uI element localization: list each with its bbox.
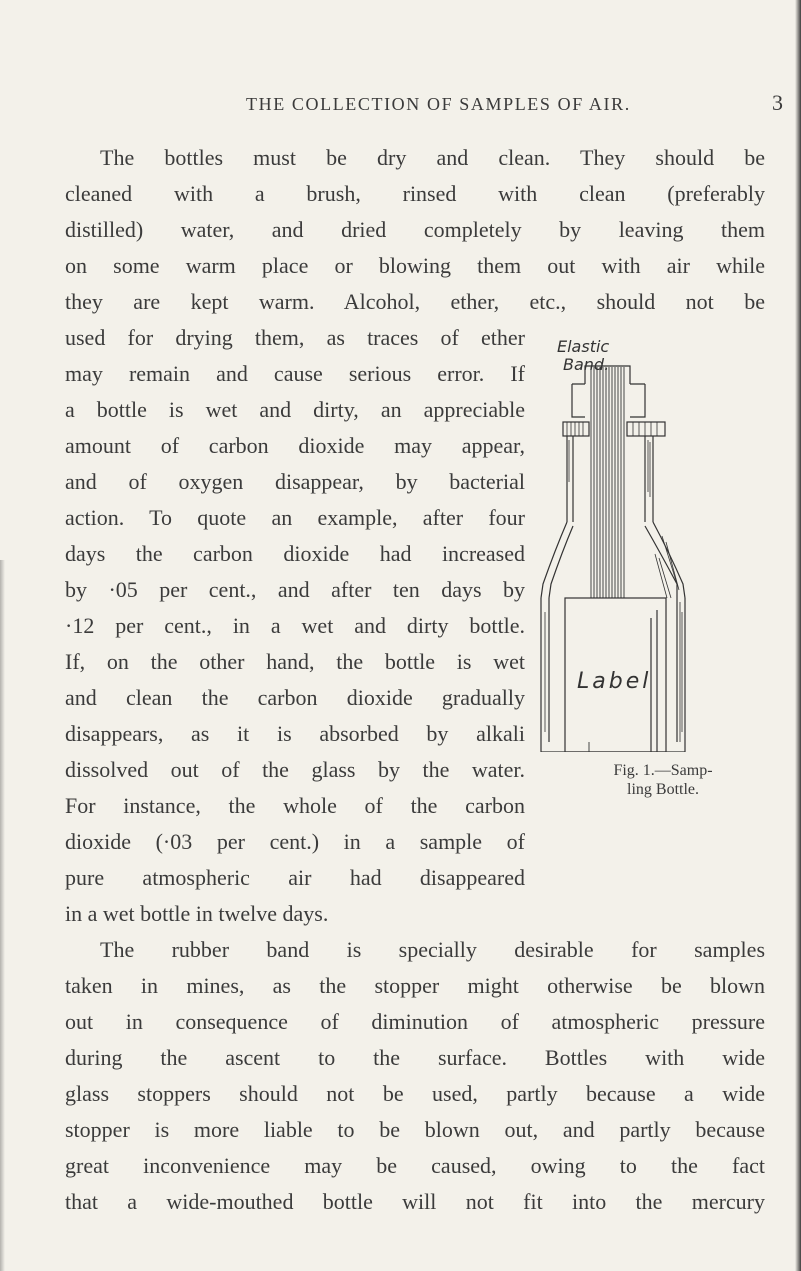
text-line: great inconvenience may be caused, owing to the fact — [65, 1153, 765, 1178]
text-line: The bottles must be dry and clean. They should be — [100, 145, 765, 170]
text-line: out in consequence of diminution of atmospheric pressure — [65, 1009, 765, 1034]
text-line: on some warm place or blowing them out with air while — [65, 253, 765, 278]
text-line: dissolved out of the glass by the water. — [65, 757, 525, 782]
running-head — [0, 90, 801, 124]
text-line: in a wet bottle in twelve days. — [65, 901, 329, 926]
text-line: If, on the other hand, the bottle is wet — [65, 649, 525, 674]
stopper-hatching — [591, 367, 624, 598]
figure-label-body: Label — [577, 669, 652, 694]
text-line: cleaned with a brush, rinsed with clean (preferably — [65, 181, 765, 206]
text-line: amount of carbon dioxide may appear, — [65, 433, 525, 458]
text-line: disappears, as it is absorbed by alkali — [65, 721, 525, 746]
bottle-drawing — [541, 366, 685, 752]
text-line: they are kept warm. Alcohol, ether, etc., should not be — [65, 289, 765, 314]
sampling-bottle-figure — [527, 322, 763, 752]
text-line: For instance, the whole of the carbon — [65, 793, 525, 818]
text-line: action. To quote an example, after four — [65, 505, 525, 530]
text-line: a bottle is wet and dirty, an appreciable — [65, 397, 525, 422]
text-line: and of oxygen disappear, by bacterial — [65, 469, 525, 494]
text-line: ·12 per cent., in a wet and dirty bottle. — [65, 613, 525, 638]
text-line: and clean the carbon dioxide gradually — [65, 685, 525, 710]
figure-label-band: Band. — [563, 355, 610, 374]
text-line: by ·05 per cent., and after ten days by — [65, 577, 525, 602]
page-edge-shadow-right — [795, 0, 801, 1271]
text-line: used for drying them, as traces of ether — [65, 325, 525, 350]
figure-caption-line: ling Bottle. — [627, 781, 699, 798]
text-line: stopper is more liable to be blown out, and partly because — [65, 1117, 765, 1142]
text-line: that a wide-mouthed bottle will not fit into the mercury — [65, 1189, 765, 1214]
text-line: may remain and cause serious error. If — [65, 361, 525, 386]
page-number: 3 — [772, 90, 783, 115]
text-line: distilled) water, and dried completely by leaving them — [65, 217, 765, 242]
text-line: The rubber band is specially desirable for samples — [100, 937, 765, 962]
text-line: during the ascent to the surface. Bottles with wide — [65, 1045, 765, 1070]
running-title: THE COLLECTION OF SAMPLES OF AIR. — [246, 94, 631, 114]
figure-caption — [593, 761, 733, 799]
text-line: pure atmospheric air had disappeared — [65, 865, 525, 890]
text-line: taken in mines, as the stopper might otherwise be blown — [65, 973, 765, 998]
text-line: dioxide (·03 per cent.) in a sample of — [65, 829, 525, 854]
text-line: glass stoppers should not be used, partly because a wide — [65, 1081, 765, 1106]
page-edge-shadow-left — [0, 560, 5, 1271]
figure-label-elastic: Elastic — [557, 337, 610, 356]
figure-caption-line: Fig. 1.—Samp- — [613, 762, 713, 779]
text-line: days the carbon dioxide had increased — [65, 541, 525, 566]
